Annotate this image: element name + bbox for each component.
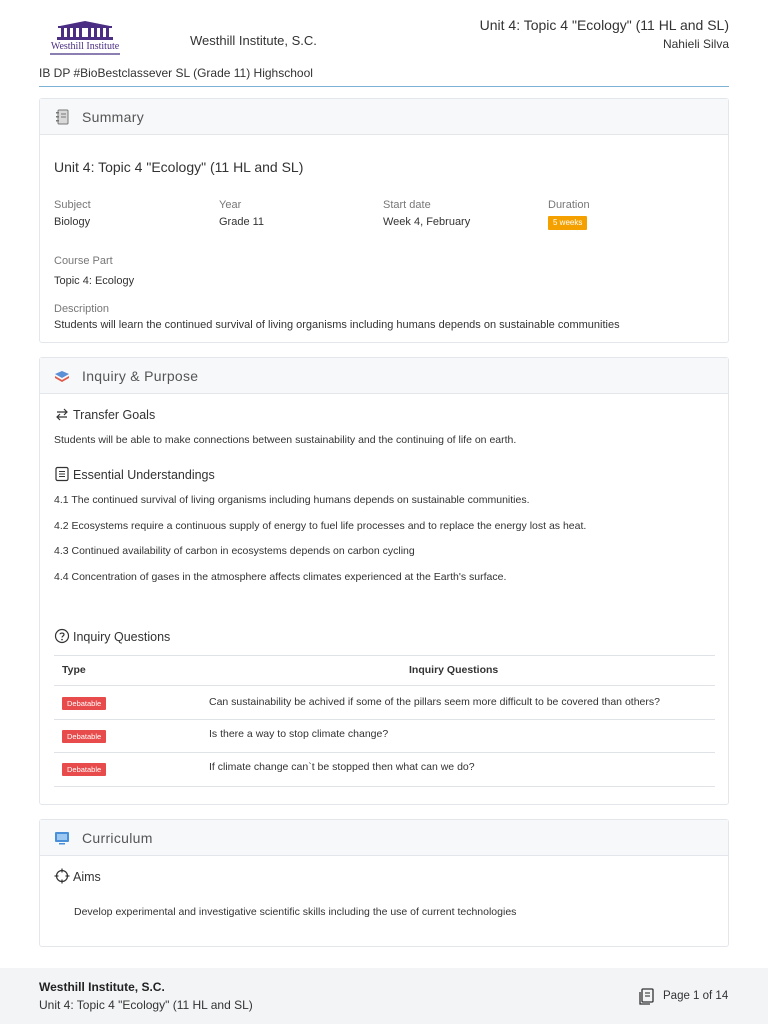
summary-title: Summary [82,109,144,125]
start-date-label: Start date [383,199,431,211]
eu-heading [54,466,215,482]
class-name: IB DP #BioBestclassever SL (Grade 11) Highschool [39,66,313,80]
aims-text: Develop experimental and investigative scientific skills including the use of current technologies [74,906,517,918]
table-header-questions: Inquiry Questions [409,664,499,676]
table-top-border [54,655,715,656]
monitor-icon [54,830,70,846]
inquiry-card [39,357,729,805]
eu-title: Essential Understandings [73,468,215,482]
summary-card [39,98,729,343]
eu-item: 4.4 Concentration of gases in the atmosphere affects climates experienced at the Earth's surface. [54,571,507,583]
page-header [0,0,768,90]
table-row-border [54,685,715,686]
pages-icon [638,988,655,1005]
inquiry-questions-title: Inquiry Questions [73,630,171,644]
logo-text: Westhill Institute [50,41,120,52]
subject-label: Subject [54,199,91,211]
subject-value: Biology [54,216,91,228]
crosshair-icon [54,868,70,884]
institution-name: Westhill Institute, S.C. [190,33,317,48]
summary-header [40,99,728,135]
debatable-badge: Debatable [62,730,106,743]
header-divider [39,86,729,87]
curriculum-card [39,819,729,947]
inquiry-questions-heading [54,628,170,644]
page-footer [0,968,768,1024]
unit-summary-title: Unit 4: Topic 4 "Ecology" (11 HL and SL) [54,159,304,175]
transfer-goals-heading [54,406,155,422]
inquiry-header [40,358,728,394]
teacher-name: Nahieli Silva [662,37,729,51]
eu-item: 4.3 Continued availability of carbon in ecosystems depends on carbon cycling [54,545,415,557]
transfer-goals-text: Students will be able to make connections between sustainability and the continuing of life on earth. [54,434,517,446]
notebook-icon [54,109,70,125]
aims-heading [54,868,101,884]
description-label: Description [54,303,110,315]
duration-badge: 5 weeks [548,216,587,230]
inquiry-title: Inquiry & Purpose [82,368,199,384]
document-icon [54,466,70,482]
transfer-goals-title: Transfer Goals [73,408,156,422]
table-bottom-border [54,786,715,787]
logo-tagline [50,53,120,55]
debatable-badge: Debatable [62,763,106,776]
inquiry-question: Can sustainability be achived if some of the pillars seem more difficult to be covered than others? [209,696,660,708]
unit-title: Unit 4: Topic 4 "Ecology" (11 HL and SL) [479,17,729,33]
course-part-label: Course Part [54,255,113,267]
year-value: Grade 11 [219,216,265,228]
book-icon [54,368,70,384]
year-label: Year [219,199,242,211]
footer-institution: Westhill Institute, S.C. [39,980,165,994]
table-row-border [54,719,715,720]
debatable-badge: Debatable [62,697,106,710]
arrows-exchange-icon [54,406,70,422]
inquiry-question: Is there a way to stop climate change? [209,728,389,740]
duration-label: Duration [548,199,590,211]
start-date-value: Week 4, February [383,216,471,228]
curriculum-title: Curriculum [82,830,153,846]
eu-item: 4.2 Ecosystems require a continuous supply of energy to fuel life processes and to replace the energy lost as heat. [54,520,587,532]
institution-logo [44,20,126,60]
course-part-value: Topic 4: Ecology [54,275,135,287]
inquiry-question: If climate change can`t be stopped then what can we do? [209,761,475,773]
building-icon [54,20,116,40]
aims-title: Aims [73,870,101,884]
table-header-type: Type [62,664,86,676]
description-value: Students will learn the continued survival of living organisms including humans depends on sustainable communities [54,319,620,331]
page-number: Page 1 of 14 [663,990,729,1002]
footer-unit: Unit 4: Topic 4 "Ecology" (11 HL and SL) [39,998,253,1012]
table-row-border [54,752,715,753]
eu-item: 4.1 The continued survival of living organisms including humans depends on sustainable communities. [54,494,530,506]
curriculum-header [40,820,728,856]
question-circle-icon [54,628,70,644]
